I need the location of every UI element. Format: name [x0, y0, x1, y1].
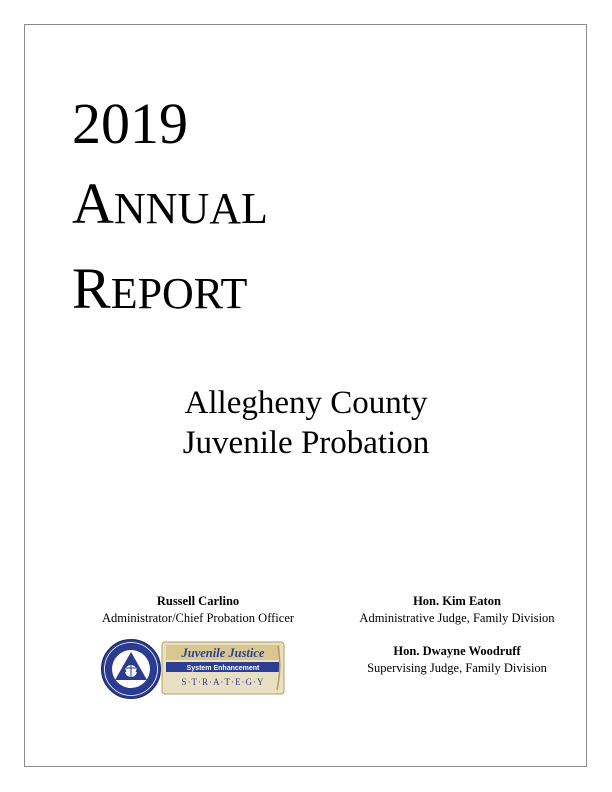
- supervising-judge-block: [340, 643, 574, 677]
- jjses-banner: [162, 642, 284, 694]
- supervising-judge-name: Hon. Dwayne Woodruff: [393, 644, 521, 658]
- admin-judge-role: Administrative Judge, Family Division: [359, 611, 555, 625]
- administrator-block: [80, 593, 316, 627]
- admin-judge-block: [340, 593, 574, 627]
- administrator-name: Russell Carlino: [156, 594, 240, 608]
- report-title-annual: ANNUAL: [72, 171, 268, 236]
- report-title-report: REPORT: [72, 256, 248, 321]
- subtitle-department: Juvenile Probation: [182, 425, 430, 461]
- subtitle-county: Allegheny County: [184, 385, 428, 421]
- banner-line1: Juvenile Justice: [181, 646, 265, 660]
- jjses-logo: [100, 638, 288, 700]
- banner-line3: S·T·R·A·T·E·G·Y: [181, 677, 265, 687]
- administrator-role: Administrator/Chief Probation Officer: [101, 611, 295, 625]
- report-subtitle: [120, 383, 492, 463]
- report-year: 2019: [72, 91, 188, 156]
- admin-judge-name: Hon. Kim Eaton: [413, 594, 501, 608]
- banner-line2: System Enhancement: [186, 665, 260, 672]
- report-title: [72, 84, 268, 334]
- supervising-judge-role: Supervising Judge, Family Division: [367, 661, 547, 675]
- barj-seal-icon: [102, 640, 161, 699]
